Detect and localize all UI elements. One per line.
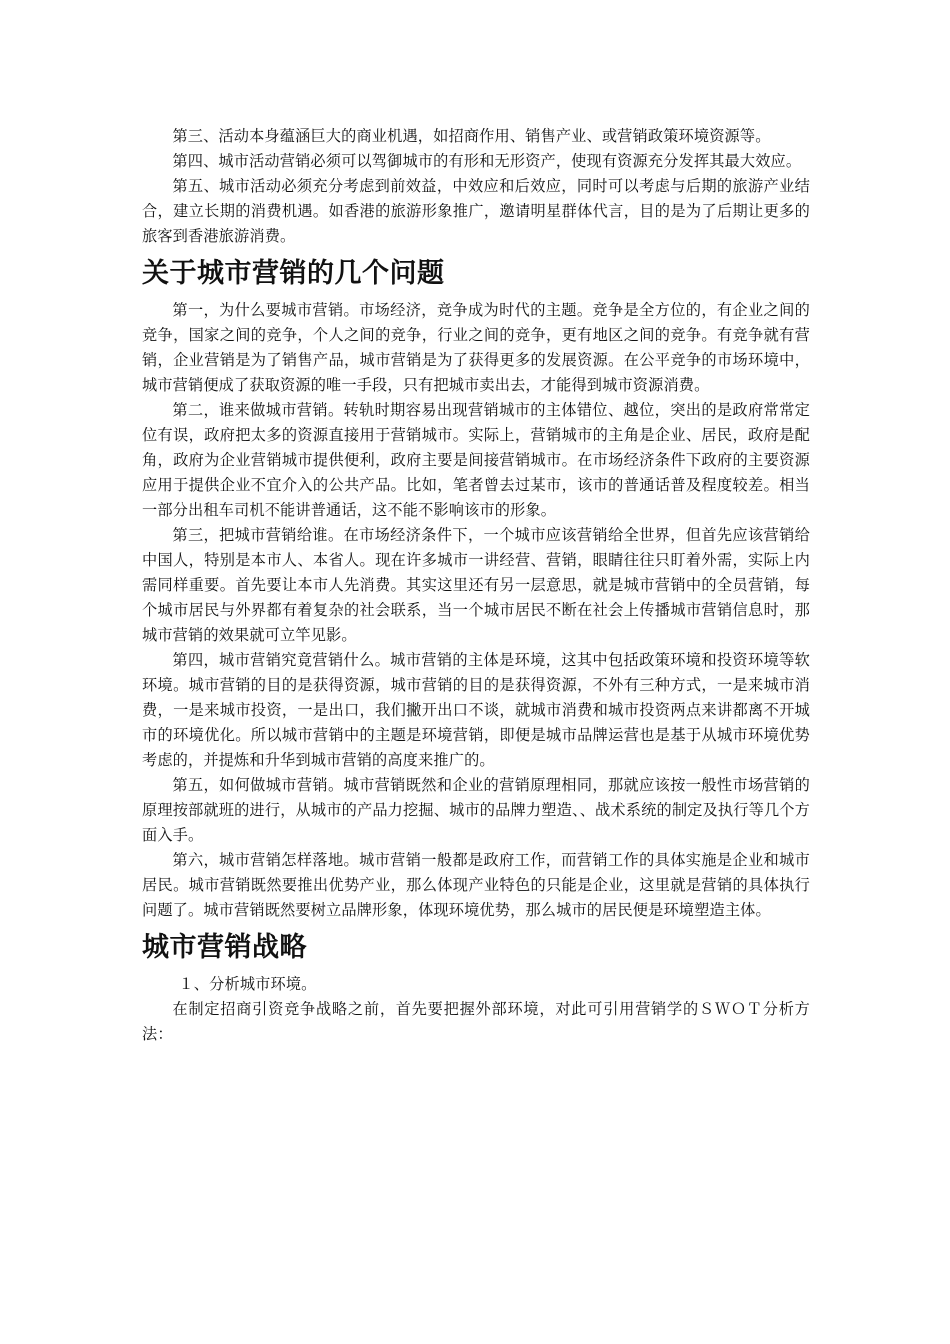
paragraph: 第四、城市活动营销必须可以驾御城市的有形和无形资产，使现有资源充分发挥其最大效应。 — [172, 152, 802, 170]
paragraph: 第二，谁来做城市营销。转轨时期容易出现营销城市的主体错位、越位，突出的是政府常常定位有误，政府把太多的资源直接用于营销城市。实际上，营销城市的主角是企业、居民，政府是配角，政府为企业营销城市提供便利，政府主要是间接营销城市。在市场经济条件下政府的主要资源应用于提供企业不宜介入的公共产品。比如，笔者曾去过某市，该市的普通话普及程度较差。相当一部分出租车司机不能讲普通话，这不能不影响该市的形象。 — [142, 401, 810, 519]
section-heading: 关于城市营销的几个问题 — [142, 258, 445, 289]
intro-section — [142, 124, 810, 249]
paragraph: 第四，城市营销究竟营销什么。城市营销的主体是环境，这其中包括政策环境和投资环境等软环境。城市营销的目的是获得资源，城市营销的目的是获得资源，不外有三种方式，一是来城市消费，一是来城市投资，一是出口，我们撇开出口不谈，就城市消费和城市投资两点来讲都离不开城市的环境优化。所以城市营销中的主题是环境营销，即便是城市品牌运营也是基于从城市环境优势考虑的，并提炼和升华到城市营销的高度来推广的。 — [142, 651, 810, 769]
paragraph: 第一，为什么要城市营销。市场经济，竞争成为时代的主题。竞争是全方位的，有企业之间的竞争，国家之间的竞争，个人之间的竞争，行业之间的竞争，更有地区之间的竞争。有竞争就有营销，企业营销是为了销售产品，城市营销是为了获得更多的发展资源。在公平竞争的市场环境中，城市营销便成了获取资源的唯一手段，只有把城市卖出去，才能得到城市资源消费。 — [142, 301, 810, 394]
paragraph: １、分析城市环境。 — [178, 975, 317, 993]
paragraph: 第五、城市活动必须充分考虑到前效益，中效应和后效应，同时可以考虑与后期的旅游产业结合，建立长期的消费机遇。如香港的旅游形象推广，邀请明星群体代言，目的是为了后期让更多的旅客到香港旅游消费。 — [142, 177, 810, 245]
section-body — [142, 298, 810, 923]
paragraph: 在制定招商引资竞争战略之前，首先要把握外部环境，对此可引用营销学的ＳＷＯＴ分析方法： — [142, 1000, 810, 1043]
document-page — [142, 124, 810, 1047]
paragraph: 第六，城市营销怎样落地。城市营销一般都是政府工作，而营销工作的具体实施是企业和城市居民。城市营销既然要推出优势产业，那么体现产业特色的只能是企业，这里就是营销的具体执行问题了。城市营销既然要树立品牌形象，体现环境优势，那么城市的居民便是环境塑造主体。 — [142, 851, 810, 919]
paragraph: 第三、活动本身蕴涵巨大的商业机遇，如招商作用、销售产业、或营销政策环境资源等。 — [172, 127, 771, 145]
paragraph: 第三，把城市营销给谁。在市场经济条件下，一个城市应该营销给全世界，但首先应该营销给中国人，特别是本市人、本省人。现在许多城市一讲经营、营销，眼睛往往只盯着外需，实际上内需同样重要。首先要让本市人先消费。其实这里还有另一层意思，就是城市营销中的全员营销，每个城市居民与外界都有着复杂的社会联系，当一个城市居民不断在社会上传播城市营销信息时，那城市营销的效果就可立竿见影。 — [142, 526, 810, 644]
paragraph: 第五，如何做城市营销。城市营销既然和企业的营销原理相同，那就应该按一般性市场营销的原理按部就班的进行，从城市的产品力挖掘、城市的品牌力塑造、、战术系统的制定及执行等几个方面入手。 — [142, 776, 810, 844]
section-heading: 城市营销战略 — [142, 932, 307, 963]
section-body — [142, 972, 810, 1047]
